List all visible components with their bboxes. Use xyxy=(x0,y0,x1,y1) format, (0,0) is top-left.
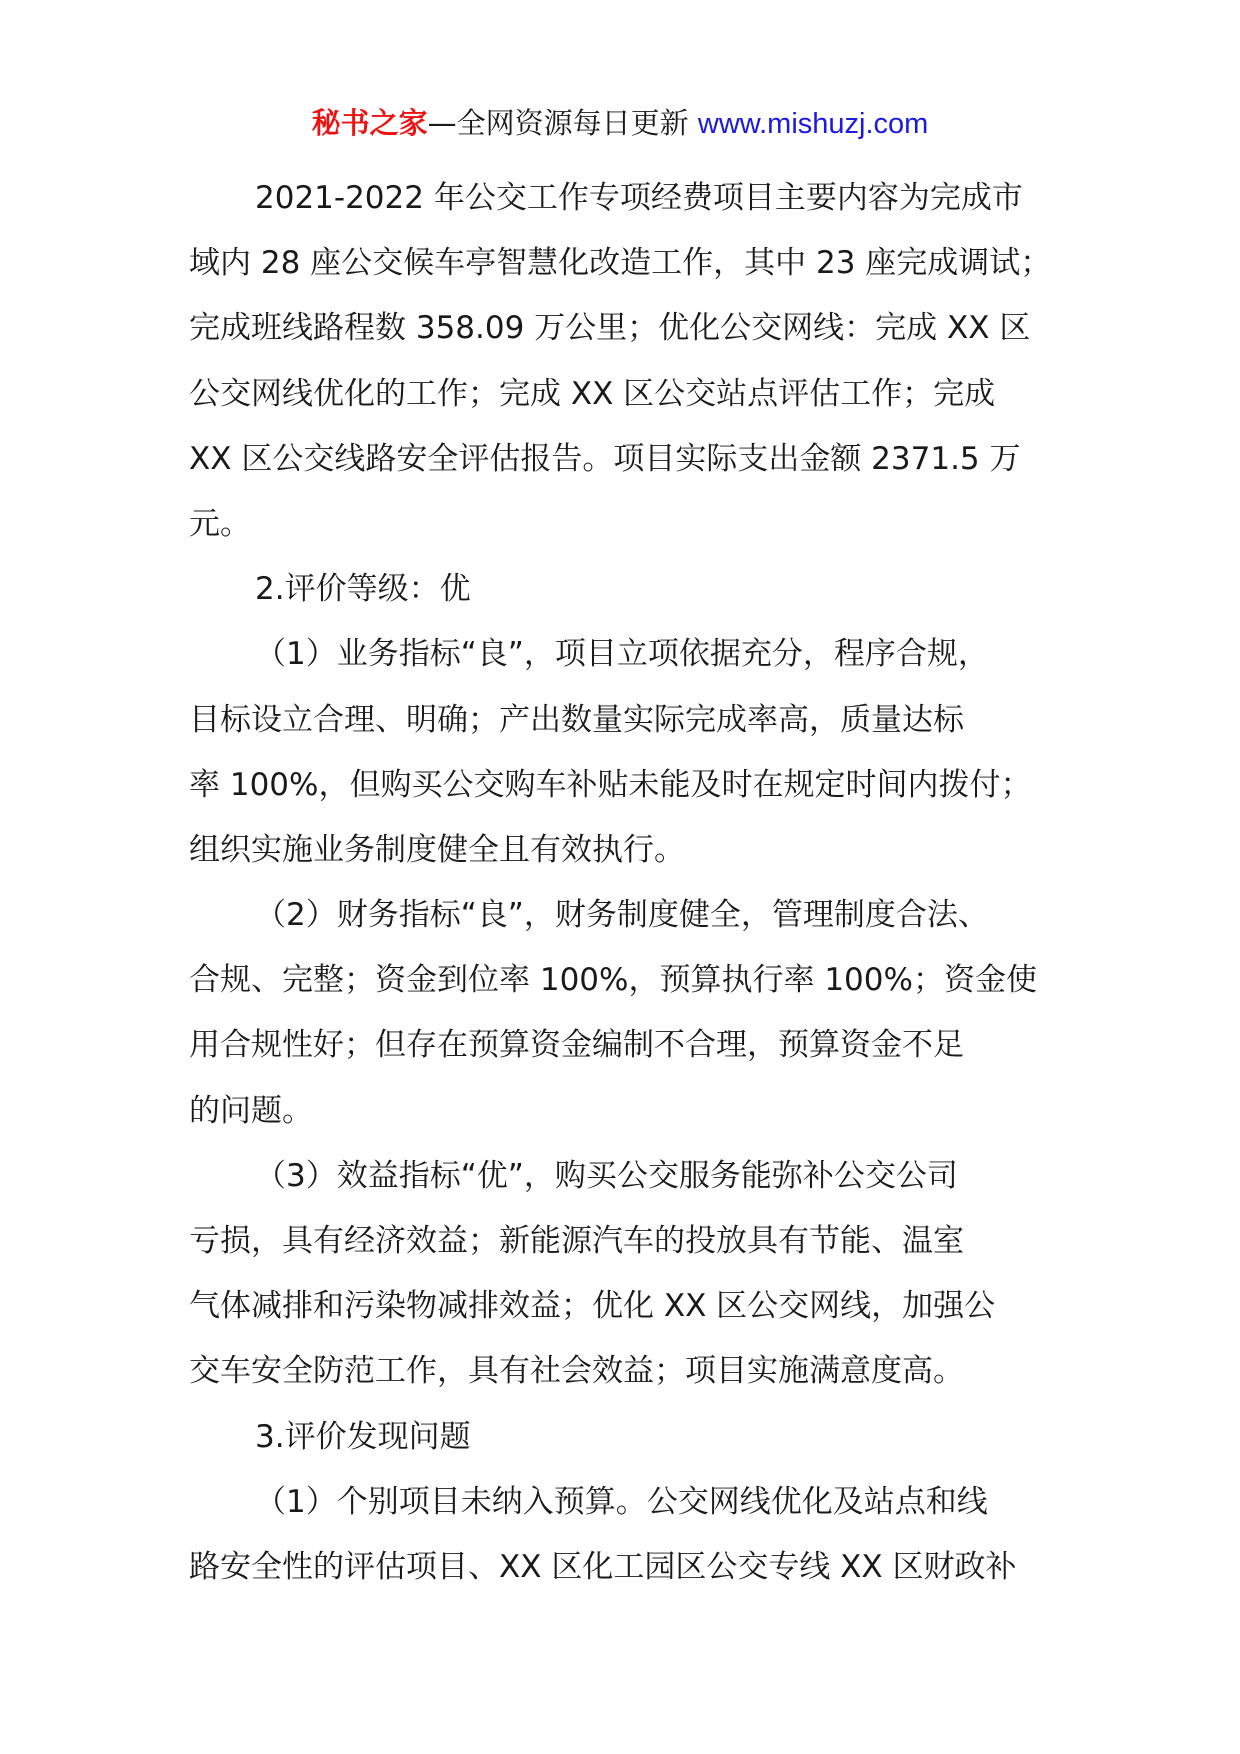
text-line: 公交网线优化的工作；完成 XX 区公交站点评估工作；完成 xyxy=(189,375,996,412)
text-line: 的问题。 xyxy=(189,1092,313,1129)
text-line: 目标设立合理、明确；产出数量实际完成率高，质量达标 xyxy=(189,701,964,738)
text-line: 完成班线路程数 358.09 万公里；优化公交网线：完成 XX 区 xyxy=(189,310,1031,347)
text-line: 元。 xyxy=(189,505,251,542)
site-header xyxy=(0,103,1240,144)
text-line: 组织实施业务制度健全且有效执行。 xyxy=(189,831,685,868)
text-line: 3.评价发现问题 xyxy=(255,1418,471,1455)
text-line: 路安全性的评估项目、XX 区化工园区公交专线 XX 区财政补 xyxy=(189,1548,1017,1585)
text-line: 2021-2022 年公交工作专项经费项目主要内容为完成市 xyxy=(255,180,1023,216)
text-line: 交车安全防范工作，具有社会效益；项目实施满意度高。 xyxy=(189,1353,964,1390)
text-line: 气体减排和污染物减排效益；优化 XX 区公交网线，加强公 xyxy=(189,1288,996,1325)
text-line: 域内 28 座公交候车亭智慧化改造工作，其中 23 座完成调试； xyxy=(189,245,1052,282)
text-line: 合规、完整；资金到位率 100%，预算执行率 100%；资金使 xyxy=(189,962,1037,999)
text-line: （2）财务指标“良”，财务制度健全，管理制度合法、 xyxy=(255,897,989,934)
site-url-link[interactable]: www.mishuzj.com xyxy=(697,108,929,140)
text-line: 率 100%，但购买公交购车补贴未能及时在规定时间内拨付； xyxy=(189,766,1032,803)
text-line: XX 区公交线路安全评估报告。项目实际支出金额 2371.5 万 xyxy=(189,440,1021,477)
text-line: 2.评价等级：优 xyxy=(255,571,471,608)
header-tagline: —全网资源每日更新 xyxy=(427,106,698,140)
document-body xyxy=(189,166,1079,1600)
brand-name: 秘书之家 xyxy=(311,106,428,140)
text-line: （1）业务指标“良”，项目立项依据充分，程序合规， xyxy=(255,636,989,673)
text-line: 用合规性好；但存在预算资金编制不合理，预算资金不足 xyxy=(189,1027,964,1064)
text-line: （3）效益指标“优”，购买公交服务能弥补公交公司 xyxy=(255,1157,958,1194)
text-line: （1）个别项目未纳入预算。公交网线优化及站点和线 xyxy=(255,1483,988,1520)
text-line: 亏损，具有经济效益；新能源汽车的投放具有节能、温室 xyxy=(189,1223,964,1259)
